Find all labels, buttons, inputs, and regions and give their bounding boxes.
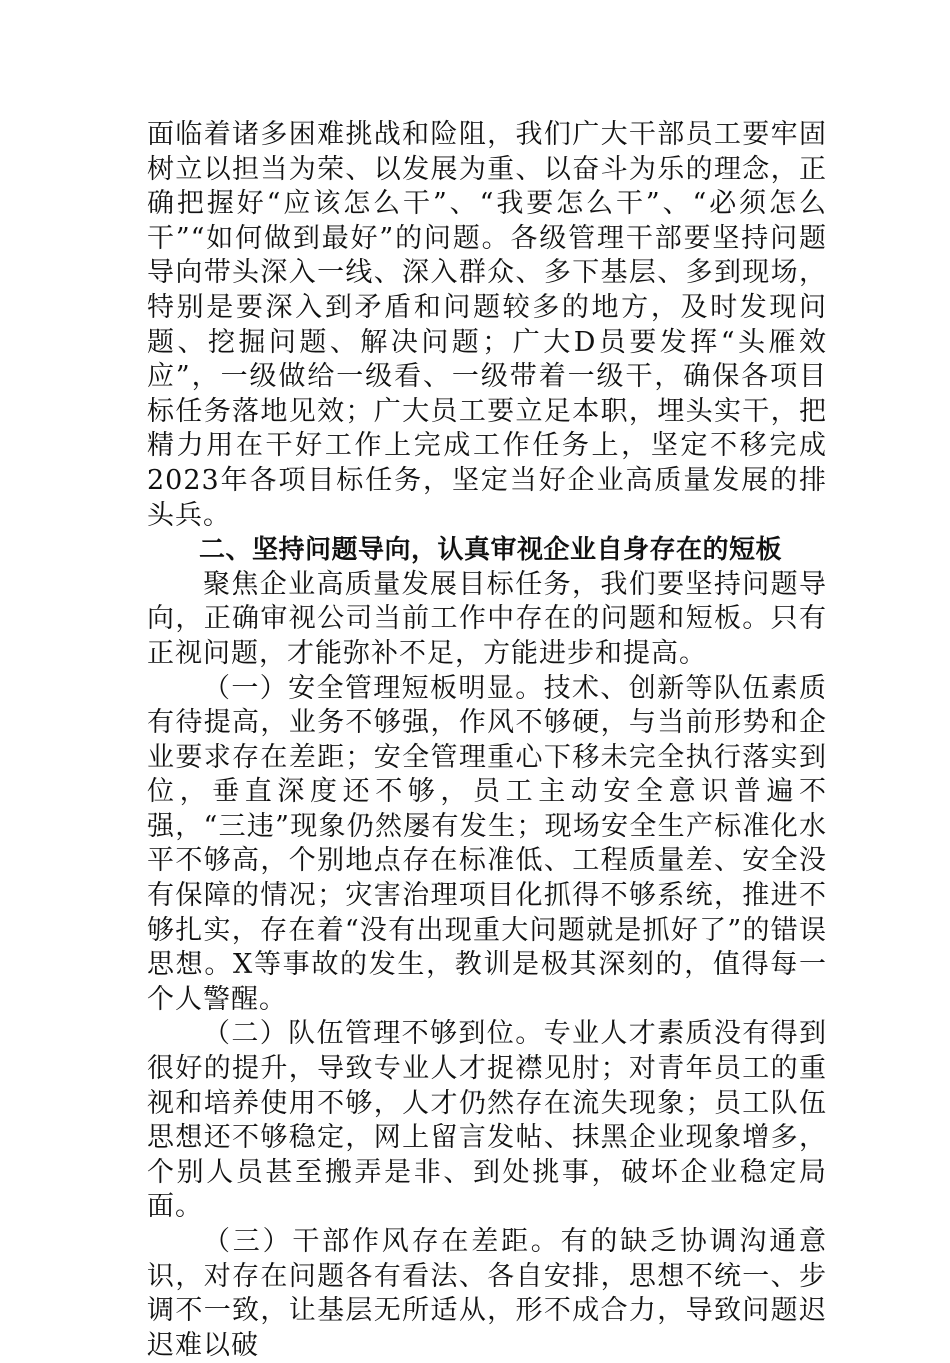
item-safety-label: （一）安全管理短板明显。 [203, 672, 544, 704]
item-safety-management [147, 672, 827, 1018]
item-team-label: （二）队伍管理不够到位。 [203, 1018, 544, 1050]
item-team-text: 专业人才素质没有得到很好的提升，导致专业人才捉襟见肘；对青年员工的重视和培养使用不够，人才仍然存在流失现象；员工队伍思想还不够稳定，网上留言发帖、抹黑企业现象增多，个别人员甚至搬弄是非、到处挑事，破坏企业稳定局面。 [147, 1018, 828, 1223]
section-intro-paragraph: 聚焦企业高质量发展目标任务，我们要坚持问题导向，正确审视公司当前工作中存在的问题和短板。只有正视问题，才能弥补不足，方能进步和提高。 [147, 568, 827, 669]
document-body [147, 118, 827, 1363]
item-team-management [147, 1017, 827, 1225]
item-cadre-text: 有的缺乏协调沟通意识，对存在问题各有看法、各自安排，思想不统一、步调不一致，让基层无所适从，形不成合力，导致问题迟迟难以破 [147, 1226, 828, 1361]
paragraph-continuation: 面临着诸多困难挑战和险阻，我们广大干部员工要牢固树立以担当为荣、以发展为重、以奋斗为乐的理念，正确把握好“应该怎么干”、“我要怎么干”、“必须怎么干”“如何做到最好”的问题。各级管理干部要坚持问题导向带头深入一线、深入群众、多下基层、多到现场，特别是要深入到矛盾和问题较多的地方，及时发现问题、挖掘问题、解决问题；广大D员要发挥“头雁效应”，一级做给一级看、一级带着一级干，确保各项目标任务落地见效；广大员工要立足本职，埋头实干，把精力用在干好工作上完成工作任务上，坚定不移完成2023年各项目标任务，坚定当好企业高质量发展的排头兵。 [147, 119, 827, 531]
item-cadre-label: （三）干部作风存在差距。 [203, 1226, 561, 1257]
section-heading: 二、坚持问题导向，认真审视企业自身存在的短板 [199, 535, 783, 566]
item-safety-text: 技术、创新等队伍素质有待提高，业务不够强，作风不够硬，与当前形势和企业要求存在差距；安全管理重心下移未完全执行落实到位，垂直深度还不够，员工主动安全意识普遍不强，“三违”现象仍然屡有发生；现场安全生产标准化水平不够高，个别地点存在标准低、工程质量差、安全没有保障的情况；灾害治理项目化抓得不够系统，推进不够扎实，存在着“没有出现重大问题就是抓好了”的错误思想。X等事故的发生，教训是极其深刻的，值得每一个人警醒。 [147, 672, 828, 1015]
item-cadre-style [147, 1225, 827, 1363]
